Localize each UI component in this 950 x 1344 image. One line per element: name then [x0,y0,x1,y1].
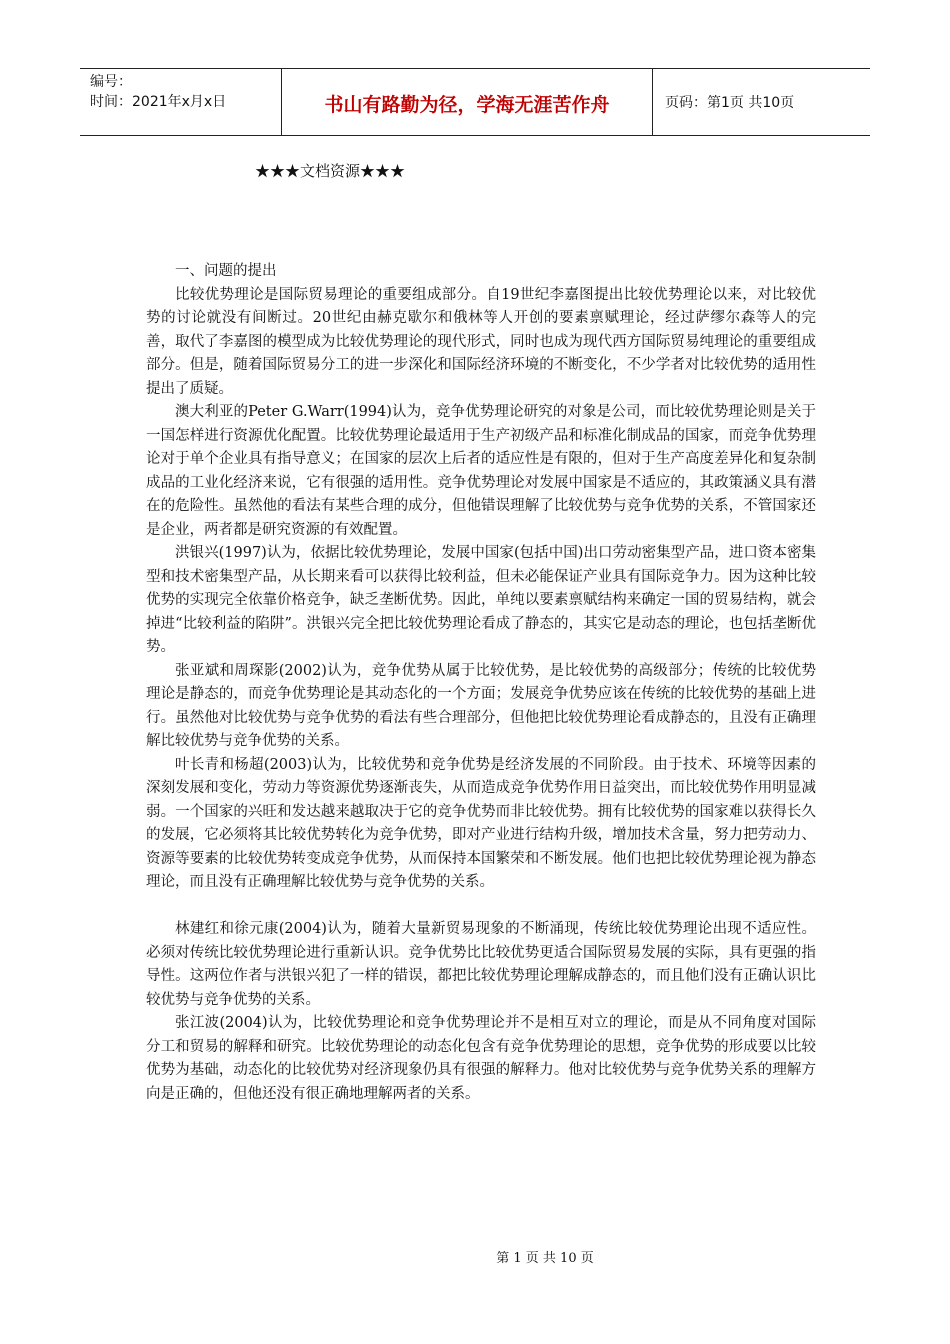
paragraph: 叶长青和杨超(2003)认为，比较优势和竞争优势是经济发展的不同阶段。由于技术、环境等因素的深刻发展和变化，劳动力等资源优势逐渐丧失，从而造成竞争优势作用日益突出，而比较优势作用明显减弱。一个国家的兴旺和发达越来越取决于它的竞争优势而非比较优势。拥有比较优势的国家难以获得长久的发展，它必须将其比较优势转化为竞争优势，即对产业进行结构升级，增加技术含量，努力把劳动力、资源等要素的比较优势转变成竞争优势，从而保持本国繁荣和不断发展。他们也把比较优势理论视为静态理论，而且没有正确理解比较优势与竞争优势的关系。 [146,756,816,890]
paragraph: 林建红和徐元康(2004)认为，随着大量新贸易现象的不断涌现，传统比较优势理论出现不适应性。必须对传统比较优势理论进行重新认识。竞争优势比比较优势更适合国际贸易发展的实际，具有更强的指导性。这两位作者与洪银兴犯了一样的错误，都把比较优势理论理解成静态的，而且他们没有正确认识比较优势与竞争优势的关系。 [146,921,816,1008]
page-footer: 第 1 页 共 10 页 [496,1251,594,1266]
paragraph: 张亚斌和周琛影(2002)认为，竞争优势从属于比较优势，是比较优势的高级部分；传统的比较优势理论是静态的，而竞争优势理论是其动态化的一个方面；发展竞争优势应该在传统的比较优势的基础上进行。虽然他对比较优势与竞争优势的看法有些合理部分，但他把比较优势理论看成静态的，且没有正确理解比较优势与竞争优势的关系。 [146,662,816,749]
paragraph: 张江波(2004)认为，比较优势理论和竞争优势理论并不是相互对立的理论，而是从不同角度对国际分工和贸易的解释和研究。比较优势理论的动态化包含有竞争优势理论的思想，竞争优势的形成要以比较优势为基础，动态化的比较优势对经济现象仍具有很强的解释力。他对比较优势与竞争优势关系的理解方向是正确的，但他还没有很正确地理解两者的关系。 [146,1015,816,1102]
section-title: 一、问题的提出 [175,263,277,279]
paragraph: 洪银兴(1997)认为，依据比较优势理论，发展中国家(包括中国)出口劳动密集型产品，进口资本密集型和技术密集型产品，从长期来看可以获得比较利益，但未必能保证产业具有国际竞争力。因为这种比较优势的实现完全依靠价格竞争，缺乏垄断优势。因此，单纯以要素禀赋结构来确定一国的贸易结构，就会掉进“比较利益的陷阱”。洪银兴完全把比较优势理论看成了静态的，其实它是动态的理论，也包括垄断优势。 [146,545,816,655]
paragraph: 澳大利亚的Peter G.Warr(1994)认为，竞争优势理论研究的对象是公司，而比较优势理论则是关于一国怎样进行资源优化配置。比较优势理论最适用于生产初级产品和标准化制成品的国家，而竞争优势理论对于单个企业具有指导意义；在国家的层次上后者的适应性是有限的，但对于生产高度差异化和复杂制成品的工业化经济来说，它有很强的适用性。竞争优势理论对发展中国家是不适应的，其政策涵义具有潜在的危险性。虽然他的看法有某些合理的成分，但他错误理解了比较优势与竞争优势的关系，不管国家还是企业，两者都是研究资源的有效配置。 [146,404,816,538]
header-page-label: 页码：第1页 共10页 [665,95,795,111]
header-motto: 书山有路勤为径，学海无涯苦作舟 [282,69,653,135]
document-body [146,260,816,1106]
resource-tag: ★★★文档资源★★★ [255,162,406,180]
number-label: 编号： [90,74,132,90]
page-header [80,68,870,136]
time-label: 时间：2021年x月x日 [90,94,227,110]
paragraph: 比较优势理论是国际贸易理论的重要组成部分。自19世纪李嘉图提出比较优势理论以来，对比较优势的讨论就没有间断过。20世纪由赫克歇尔和俄林等人开创的要素禀赋理论，经过萨缪尔森等人的完善，取代了李嘉图的模型成为比较优势理论的现代形式，同时也成为现代西方国际贸易纯理论的重要组成部分。但是，随着国际贸易分工的进一步深化和国际经济环境的不断变化，不少学者对比较优势的适用性提出了质疑。 [146,286,816,397]
header-meta [80,69,282,135]
